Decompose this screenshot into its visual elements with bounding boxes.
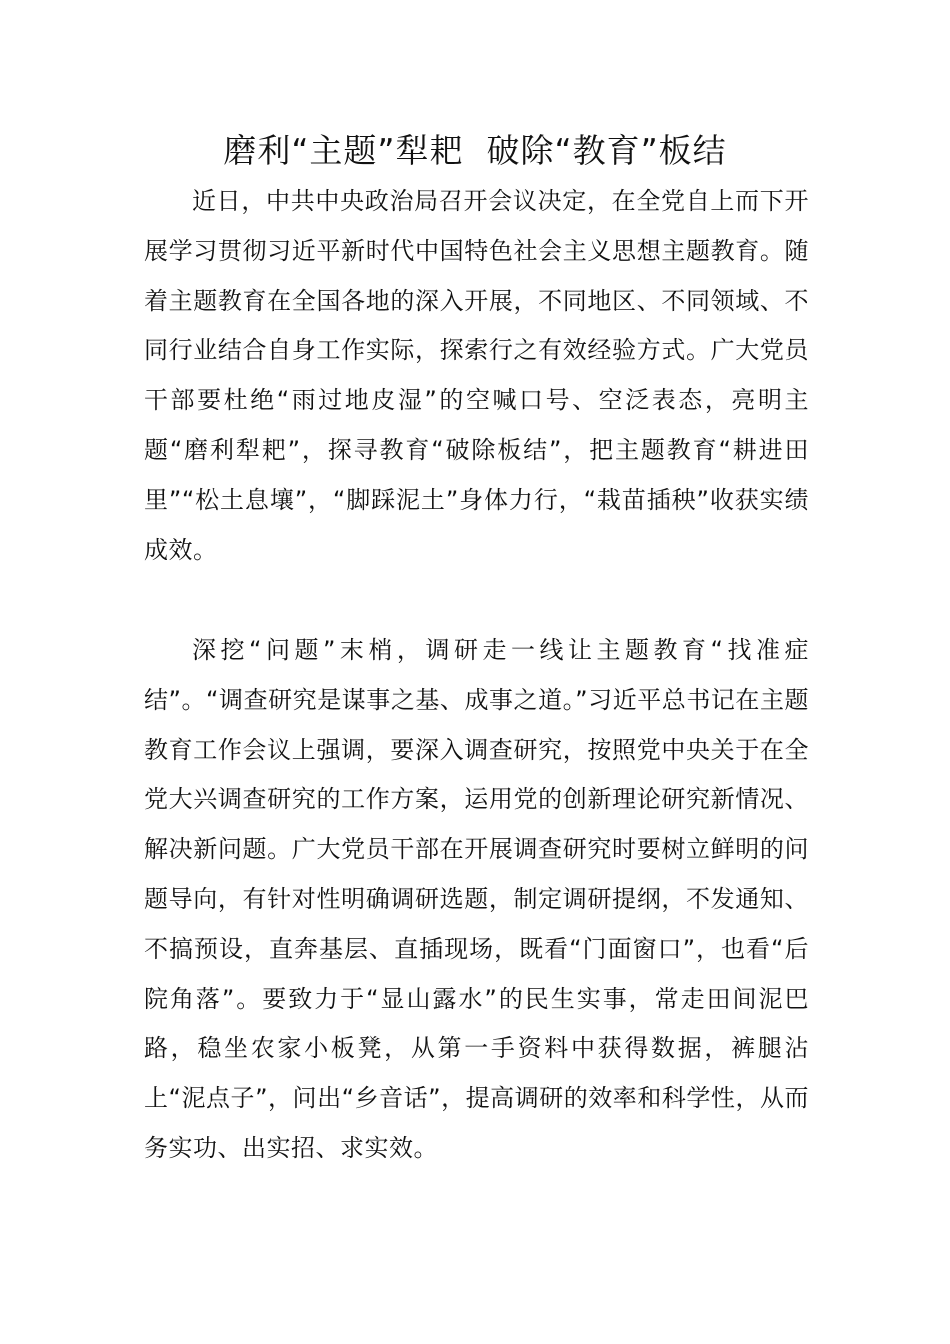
- document-title: 磨利“主题”犁耙 破除“教育”板结: [223, 131, 727, 170]
- paragraph-intro: 近日，中共中央政治局召开会议决定，在全党自上而下开展学习贯彻习近平新时代中国特色社会主义思想主题教育。随着主题教育在全国各地的深入开展，不同地区、不同领域、不同行业结合自身工作实际，探索行之有效经验方式。广大党员干部要杜绝“雨过地皮湿”的空喊口号、空泛表态，亮明主题“磨利犁耙”，探寻教育“破除板结”，把主题教育“耕进田里”“松土息壤”，“脚踩泥土”身体力行，“栽苗插秧”收获实绩成效。: [144, 187, 809, 564]
- paragraph-research: 深挖“问题”末梢，调研走一线让主题教育“找准症结”。“调查研究是谋事之基、成事之道。”习近平总书记在主题教育工作会议上强调，要深入调查研究，按照党中央关于在全党大兴调查研究的工作方案，运用党的创新理论研究新情况、解决新问题。广大党员干部在开展调查研究时要树立鲜明的问题导向，有针对性明确调研选题，制定调研提纲，不发通知、不搞预设，直奔基层、直插现场，既看“门面窗口”，也看“后院角落”。要致力于“显山露水”的民生实事，常走田间泥巴路，稳坐农家小板凳，从第一手资料中获得数据，裤腿沾上“泥点子”，问出“乡音话”，提高调研的效率和科学性，从而务实功、出实招、求实效。: [144, 636, 809, 1162]
